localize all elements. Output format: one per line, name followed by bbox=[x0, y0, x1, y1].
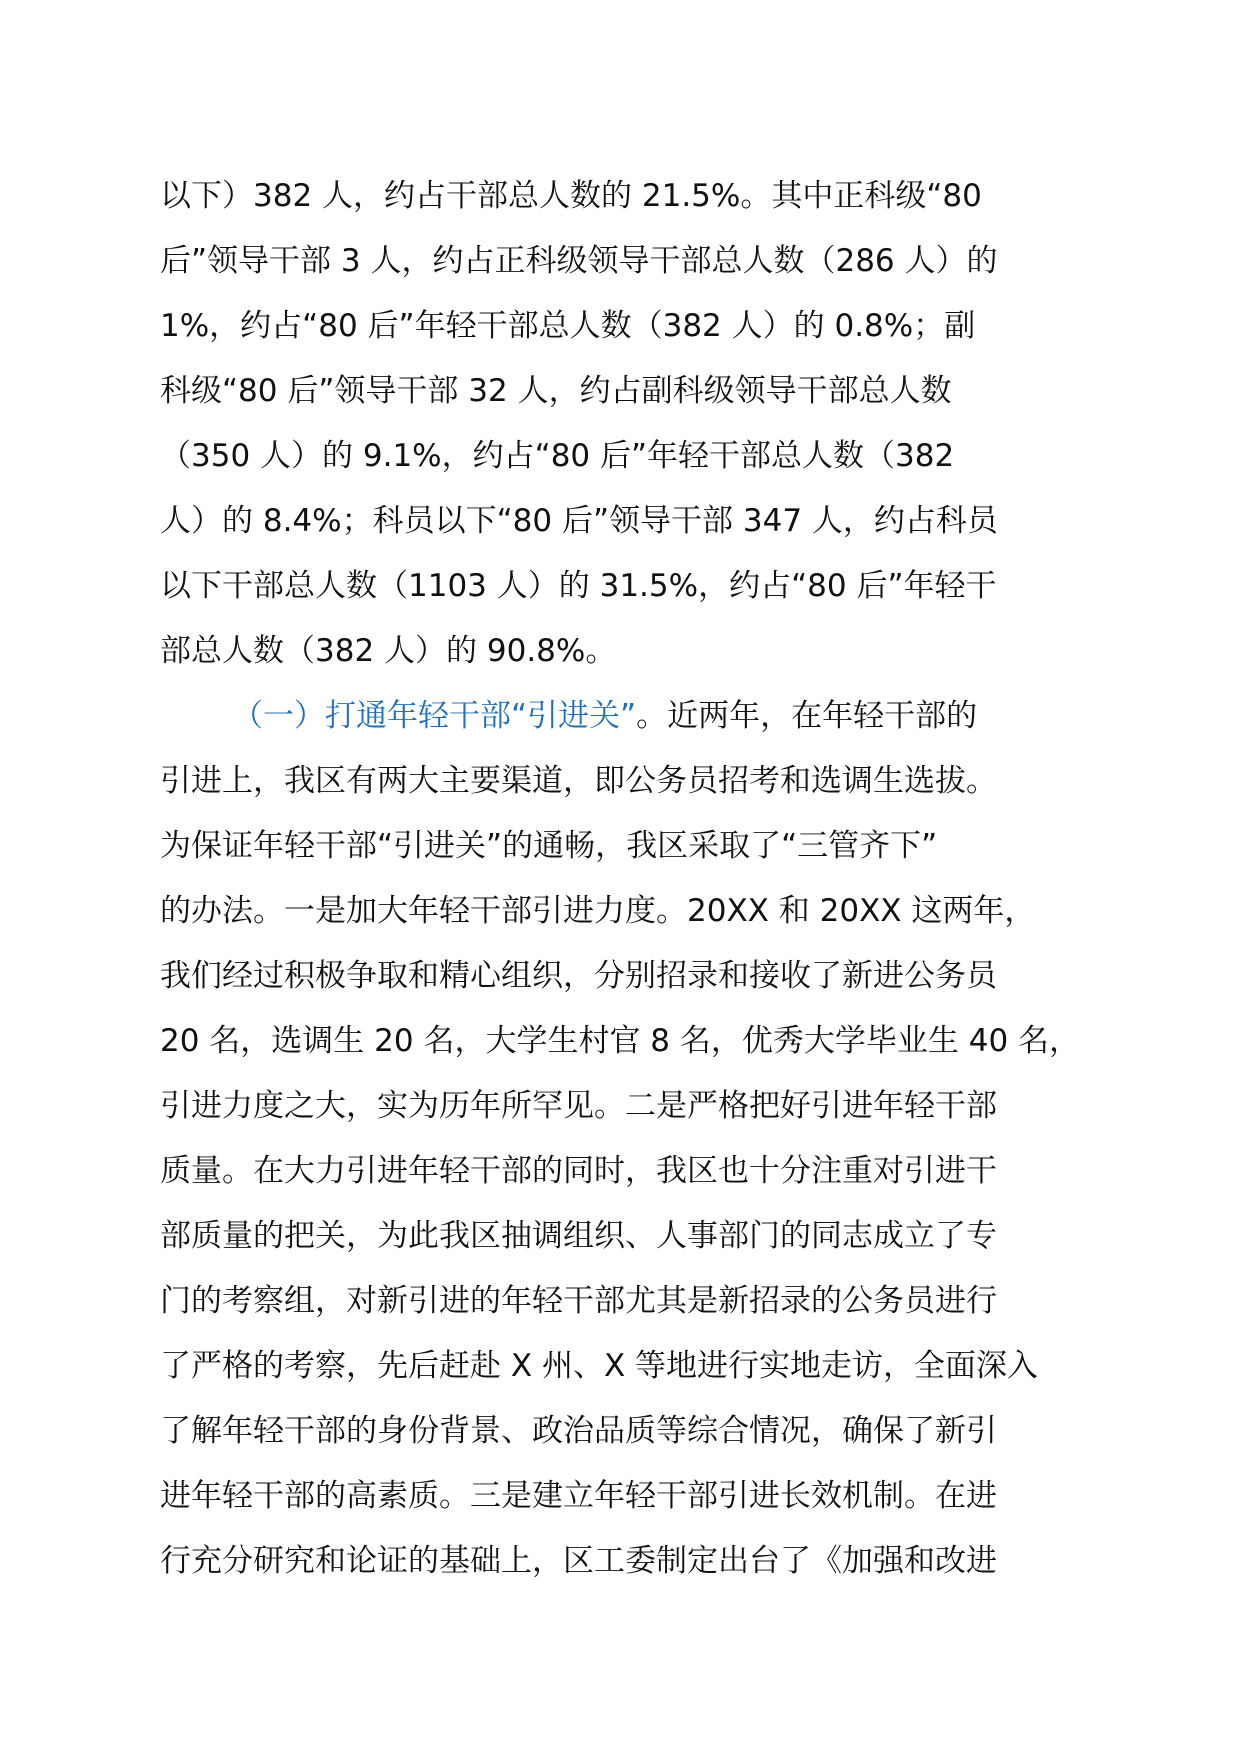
text-line: 人）的 8.4%；科员以下“80 后”领导干部 347 人，约占科员 bbox=[160, 503, 998, 539]
text-line: 我们经过积极争取和精心组织，分别招录和接收了新进公务员 bbox=[160, 958, 997, 994]
section-heading-line bbox=[160, 684, 1100, 749]
text-line: 的办法。一是加大年轻干部引进力度。20XX 和 20XX 这两年， bbox=[160, 893, 1036, 929]
text-line: 部总人数（382 人）的 90.8%。 bbox=[160, 633, 617, 669]
text-line: 了严格的考察，先后赶赴 X 州、X 等地进行实地走访，全面深入 bbox=[160, 1348, 1039, 1384]
text-line: 了解年轻干部的身份背景、政治品质等综合情况，确保了新引 bbox=[160, 1413, 997, 1449]
text-line: 为保证年轻干部“引进关”的通畅，我区采取了“三管齐下” bbox=[160, 828, 938, 864]
body-text bbox=[160, 164, 1100, 1594]
text-line: 以下）382 人，约占干部总人数的 21.5%。其中正科级“80 bbox=[160, 178, 982, 214]
text-line: 行充分研究和论证的基础上，区工委制定出台了《加强和改进 bbox=[160, 1543, 997, 1579]
text-line: 科级“80 后”领导干部 32 人，约占副科级领导干部总人数 bbox=[160, 373, 952, 409]
text-line: 引进力度之大，实为历年所罕见。二是严格把好引进年轻干部 bbox=[160, 1088, 997, 1124]
text-line: 20 名，选调生 20 名，大学生村官 8 名，优秀大学毕业生 40 名， bbox=[160, 1023, 1081, 1059]
text-line: 1%，约占“80 后”年轻干部总人数（382 人）的 0.8%；副 bbox=[160, 308, 976, 344]
text-line: 后”领导干部 3 人，约占正科级领导干部总人数（286 人）的 bbox=[160, 243, 998, 279]
text-line: 质量。在大力引进年轻干部的同时，我区也十分注重对引进干 bbox=[160, 1153, 997, 1189]
section-heading: （一）打通年轻干部“引进关” bbox=[232, 698, 637, 734]
text-line: 引进上，我区有两大主要渠道，即公务员招考和选调生选拔。 bbox=[160, 763, 997, 799]
heading-line-rest: 。近两年，在年轻干部的 bbox=[636, 698, 978, 734]
text-line: 以下干部总人数（1103 人）的 31.5%，约占“80 后”年轻干 bbox=[160, 568, 997, 604]
text-line: （350 人）的 9.1%，约占“80 后”年轻干部总人数（382 bbox=[160, 438, 955, 474]
text-line: 门的考察组，对新引进的年轻干部尤其是新招录的公务员进行 bbox=[160, 1283, 997, 1319]
text-line: 部质量的把关，为此我区抽调组织、人事部门的同志成立了专 bbox=[160, 1218, 997, 1254]
text-line: 进年轻干部的高素质。三是建立年轻干部引进长效机制。在进 bbox=[160, 1478, 997, 1514]
